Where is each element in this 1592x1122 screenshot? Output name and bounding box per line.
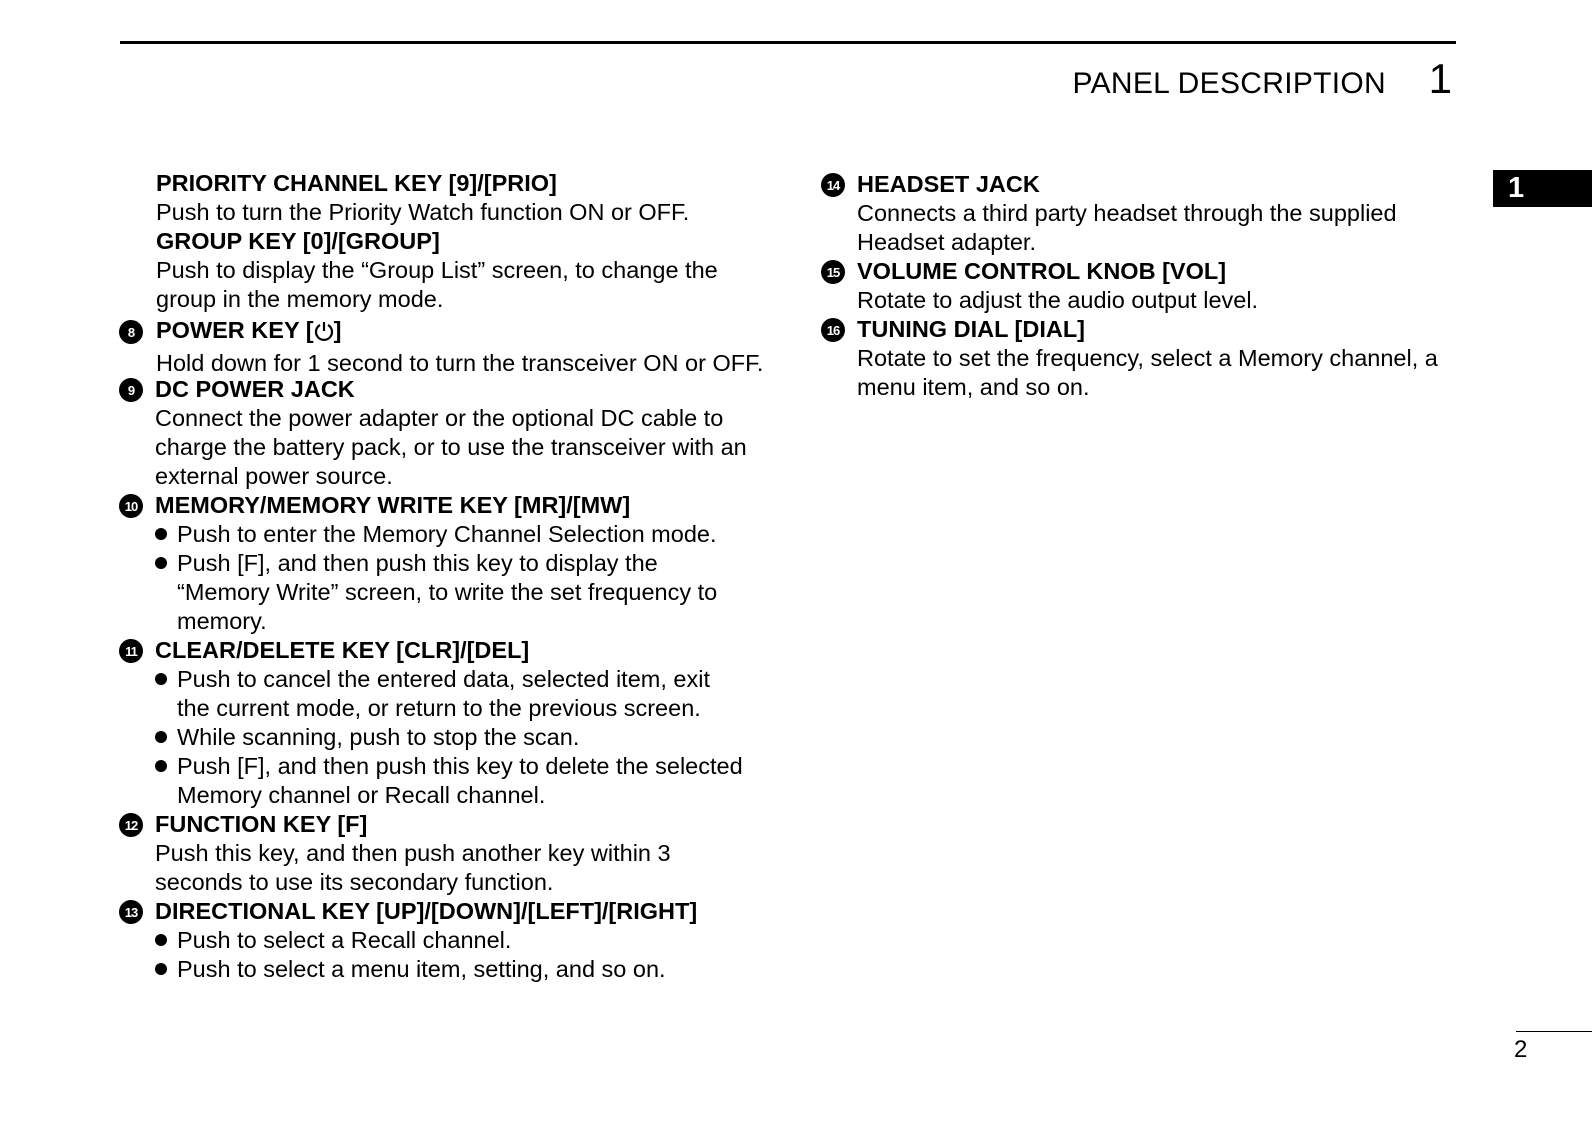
- item-text: menu item, and so on.: [857, 374, 1090, 400]
- bullet-icon: [155, 760, 167, 772]
- bullet-item: Push to enter the Memory Channel Selection mode.: [155, 520, 717, 549]
- item-title: POWER KEY [ ]: [156, 316, 763, 349]
- bullet-icon: [155, 557, 167, 569]
- bullet-icon: [155, 934, 167, 946]
- item-title: TUNING DIAL [DIAL]: [857, 316, 1086, 342]
- item-number-badge: 11: [119, 639, 143, 663]
- item-title: VOLUME CONTROL KNOB [VOL]: [857, 258, 1227, 284]
- item-headset-jack: [857, 170, 1397, 257]
- item-title: DC POWER JACK: [155, 376, 355, 402]
- item-text: charge the battery pack, or to use the transceiver with an: [155, 434, 747, 460]
- item-text: Push this key, and then push another key within 3: [155, 840, 671, 866]
- item-text: Rotate to set the frequency, select a Memory channel, a: [857, 345, 1438, 371]
- item-number-badge: 8: [119, 320, 143, 344]
- bullet-item: Push [F], and then push this key to display the: [155, 549, 717, 578]
- bullet-icon: [155, 731, 167, 743]
- item-title: GROUP KEY [0]/[GROUP]: [156, 228, 440, 254]
- item-number-badge: 12: [119, 813, 143, 837]
- item-text: group in the memory mode.: [156, 286, 444, 312]
- header-rule: [120, 41, 1456, 44]
- bullet-icon: [155, 963, 167, 975]
- item-number-badge: 10: [119, 494, 143, 518]
- bullet-item: Push to select a Recall channel.: [155, 926, 697, 955]
- item-number-badge: 14: [821, 173, 845, 197]
- item-text: Hold down for 1 second to turn the transceiver ON or OFF.: [156, 350, 764, 376]
- item-priority-channel-key: [156, 169, 689, 227]
- chapter-side-tab: 1: [1493, 170, 1592, 207]
- item-text: Connects a third party headset through the supplied: [857, 200, 1397, 226]
- bullet-icon: [155, 673, 167, 685]
- bullet-continuation: the current mode, or return to the previous screen.: [177, 695, 701, 721]
- item-power-key: [156, 316, 763, 378]
- chapter-number: 1: [1428, 55, 1452, 102]
- item-text: Headset adapter.: [857, 229, 1036, 255]
- section-title: PANEL DESCRIPTION: [1072, 67, 1386, 100]
- item-dc-power-jack: [155, 375, 747, 491]
- page-number: 2: [1514, 1036, 1528, 1063]
- item-title: MEMORY/MEMORY WRITE KEY [MR]/[MW]: [155, 492, 631, 518]
- bullet-continuation: “Memory Write” screen, to write the set frequency to: [177, 579, 718, 605]
- item-number-badge: 15: [821, 260, 845, 284]
- item-number-badge: 13: [119, 900, 143, 924]
- bullet-continuation: memory.: [177, 608, 267, 634]
- item-title: PRIORITY CHANNEL KEY [9]/[PRIO]: [156, 170, 557, 196]
- item-title: FUNCTION KEY [F]: [155, 811, 368, 837]
- bullet-item: While scanning, push to stop the scan.: [155, 723, 743, 752]
- bullet-item: Push [F], and then push this key to delete the selected: [155, 752, 743, 781]
- bullet-item: Push to select a menu item, setting, and so on.: [155, 955, 697, 984]
- bullet-icon: [155, 528, 167, 540]
- item-group-key: [156, 227, 718, 314]
- item-text: Push to display the “Group List” screen, to change the: [156, 257, 718, 283]
- item-text: Rotate to adjust the audio output level.: [857, 287, 1259, 313]
- item-title: DIRECTIONAL KEY [UP]/[DOWN]/[LEFT]/[RIGHT]: [155, 898, 698, 924]
- item-text: Push to turn the Priority Watch function ON or OFF.: [156, 199, 690, 225]
- item-function-key: [155, 810, 671, 897]
- item-tuning-dial: [857, 315, 1438, 402]
- item-clear-delete-key: [155, 636, 743, 810]
- bullet-item: Push to cancel the entered data, selected item, exit: [155, 665, 743, 694]
- item-memory-write-key: [155, 491, 717, 636]
- bullet-continuation: Memory channel or Recall channel.: [177, 782, 546, 808]
- item-title: CLEAR/DELETE KEY [CLR]/[DEL]: [155, 637, 530, 663]
- item-text: seconds to use its secondary function.: [155, 869, 554, 895]
- power-icon: [314, 320, 334, 349]
- item-text: Connect the power adapter or the optional DC cable to: [155, 405, 724, 431]
- item-number-badge: 16: [821, 318, 845, 342]
- item-title: HEADSET JACK: [857, 171, 1040, 197]
- footer-rule: [1516, 1031, 1592, 1032]
- item-number-badge: 9: [119, 378, 143, 402]
- item-volume-knob: [857, 257, 1258, 315]
- item-text: external power source.: [155, 463, 393, 489]
- item-directional-key: [155, 897, 697, 984]
